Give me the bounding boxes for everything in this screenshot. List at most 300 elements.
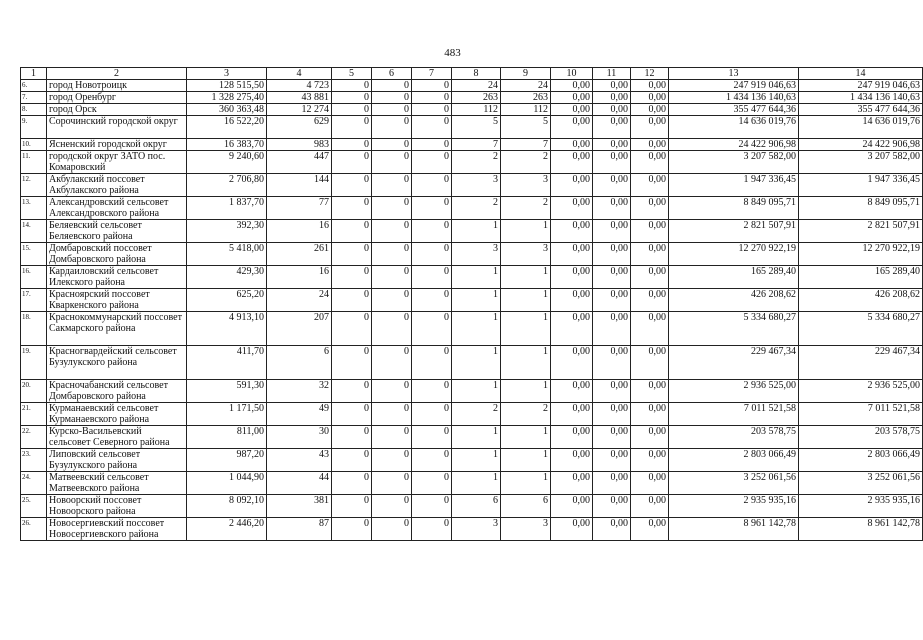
value-cell: 0,00	[593, 243, 631, 266]
value-cell: 1	[452, 472, 501, 495]
value-cell: 0,00	[551, 116, 593, 139]
value-cell: 1 328 275,40	[187, 92, 267, 104]
value-cell: 0,00	[593, 139, 631, 151]
value-cell: 12 270 922,19	[799, 243, 923, 266]
value-cell: 1	[452, 449, 501, 472]
value-cell: 1	[452, 266, 501, 289]
value-cell: 0,00	[551, 495, 593, 518]
row-number-cell: 9.	[21, 116, 47, 139]
value-cell: 12 274	[267, 104, 332, 116]
row-number-cell: 21.	[21, 403, 47, 426]
row-name-cell: городской округ ЗАТО пос. Комаровский	[47, 151, 187, 174]
row-name-cell: Домбаровский поссовет Домбаровского района	[47, 243, 187, 266]
value-cell: 447	[267, 151, 332, 174]
value-cell: 0	[372, 174, 412, 197]
value-cell: 4 723	[267, 80, 332, 92]
value-cell: 16	[267, 266, 332, 289]
value-cell: 0	[332, 495, 372, 518]
value-cell: 8 961 142,78	[799, 518, 923, 541]
value-cell: 43 881	[267, 92, 332, 104]
value-cell: 355 477 644,36	[669, 104, 799, 116]
value-cell: 0	[332, 243, 372, 266]
value-cell: 1	[501, 220, 551, 243]
table-row	[21, 346, 923, 380]
value-cell: 0,00	[631, 80, 669, 92]
value-cell: 263	[501, 92, 551, 104]
value-cell: 0	[372, 80, 412, 92]
value-cell: 0	[372, 151, 412, 174]
value-cell: 0	[412, 346, 452, 380]
value-cell: 49	[267, 403, 332, 426]
table-row	[21, 151, 923, 174]
value-cell: 0	[372, 220, 412, 243]
value-cell: 392,30	[187, 220, 267, 243]
value-cell: 0	[332, 220, 372, 243]
value-cell: 426 208,62	[669, 289, 799, 312]
value-cell: 0,00	[631, 92, 669, 104]
value-cell: 429,30	[187, 266, 267, 289]
value-cell: 16	[267, 220, 332, 243]
column-header: 10	[551, 68, 593, 80]
value-cell: 811,00	[187, 426, 267, 449]
value-cell: 2	[501, 151, 551, 174]
value-cell: 0	[332, 518, 372, 541]
value-cell: 0,00	[631, 243, 669, 266]
value-cell: 263	[452, 92, 501, 104]
value-cell: 0	[332, 116, 372, 139]
value-cell: 0	[412, 116, 452, 139]
value-cell: 0	[412, 495, 452, 518]
value-cell: 2 803 066,49	[799, 449, 923, 472]
value-cell: 0,00	[551, 220, 593, 243]
value-cell: 0	[412, 220, 452, 243]
table-row	[21, 266, 923, 289]
row-number-cell: 12.	[21, 174, 47, 197]
value-cell: 5 334 680,27	[799, 312, 923, 346]
value-cell: 1 434 136 140,63	[669, 92, 799, 104]
value-cell: 24	[452, 80, 501, 92]
row-name-cell: Беляевский сельсовет Беляевского района	[47, 220, 187, 243]
table-row	[21, 380, 923, 403]
column-header: 9	[501, 68, 551, 80]
row-number-cell: 16.	[21, 266, 47, 289]
value-cell: 0,00	[631, 289, 669, 312]
value-cell: 24	[501, 80, 551, 92]
value-cell: 3 207 582,00	[799, 151, 923, 174]
value-cell: 3	[501, 243, 551, 266]
table-row	[21, 116, 923, 139]
value-cell: 3	[452, 243, 501, 266]
value-cell: 32	[267, 380, 332, 403]
value-cell: 2 935 935,16	[669, 495, 799, 518]
value-cell: 1	[452, 220, 501, 243]
value-cell: 3	[452, 518, 501, 541]
value-cell: 0,00	[631, 426, 669, 449]
table-row	[21, 472, 923, 495]
row-name-cell: Краснокоммунарский поссовет Сакмарского района	[47, 312, 187, 346]
value-cell: 0,00	[631, 472, 669, 495]
table-row	[21, 139, 923, 151]
value-cell: 987,20	[187, 449, 267, 472]
value-cell: 165 289,40	[669, 266, 799, 289]
column-header: 5	[332, 68, 372, 80]
value-cell: 2 803 066,49	[669, 449, 799, 472]
value-cell: 1	[452, 346, 501, 380]
value-cell: 203 578,75	[669, 426, 799, 449]
value-cell: 0,00	[551, 449, 593, 472]
value-cell: 1 947 336,45	[669, 174, 799, 197]
table-row	[21, 174, 923, 197]
value-cell: 0,00	[631, 139, 669, 151]
table-row	[21, 92, 923, 104]
value-cell: 16 522,20	[187, 116, 267, 139]
value-cell: 0,00	[593, 220, 631, 243]
value-cell: 7 011 521,58	[669, 403, 799, 426]
row-name-cell: Новоорский поссовет Новоорского района	[47, 495, 187, 518]
value-cell: 144	[267, 174, 332, 197]
table-row	[21, 312, 923, 346]
value-cell: 3	[501, 518, 551, 541]
value-cell: 3	[501, 174, 551, 197]
value-cell: 30	[267, 426, 332, 449]
value-cell: 2 821 507,91	[799, 220, 923, 243]
value-cell: 0	[412, 197, 452, 220]
value-cell: 0	[332, 312, 372, 346]
value-cell: 0	[412, 151, 452, 174]
value-cell: 7 011 521,58	[799, 403, 923, 426]
column-header: 1	[21, 68, 47, 80]
column-header: 6	[372, 68, 412, 80]
value-cell: 381	[267, 495, 332, 518]
value-cell: 0	[332, 472, 372, 495]
value-cell: 0,00	[593, 174, 631, 197]
value-cell: 0,00	[593, 346, 631, 380]
row-number-cell: 7.	[21, 92, 47, 104]
value-cell: 8 961 142,78	[669, 518, 799, 541]
table-row	[21, 495, 923, 518]
value-cell: 1	[501, 346, 551, 380]
value-cell: 2	[452, 403, 501, 426]
column-header: 11	[593, 68, 631, 80]
value-cell: 0,00	[593, 472, 631, 495]
value-cell: 0	[332, 289, 372, 312]
value-cell: 229 467,34	[799, 346, 923, 380]
value-cell: 0,00	[631, 380, 669, 403]
value-cell: 0	[412, 449, 452, 472]
row-name-cell: Красночабанский сельсовет Домбаровского района	[47, 380, 187, 403]
value-cell: 0	[372, 426, 412, 449]
row-number-cell: 20.	[21, 380, 47, 403]
value-cell: 1	[501, 472, 551, 495]
value-cell: 0,00	[551, 289, 593, 312]
value-cell: 0,00	[551, 104, 593, 116]
table-row	[21, 426, 923, 449]
value-cell: 0,00	[551, 243, 593, 266]
row-number-cell: 6.	[21, 80, 47, 92]
value-cell: 0	[372, 104, 412, 116]
value-cell: 1 837,70	[187, 197, 267, 220]
value-cell: 0,00	[593, 266, 631, 289]
value-cell: 0,00	[551, 346, 593, 380]
row-number-cell: 11.	[21, 151, 47, 174]
value-cell: 0,00	[551, 266, 593, 289]
value-cell: 1	[452, 312, 501, 346]
value-cell: 0,00	[593, 116, 631, 139]
table-row	[21, 518, 923, 541]
value-cell: 0,00	[551, 403, 593, 426]
row-name-cell: Липовский сельсовет Бузулукского района	[47, 449, 187, 472]
value-cell: 0	[332, 80, 372, 92]
data-table	[20, 67, 923, 541]
value-cell: 0	[372, 243, 412, 266]
value-cell: 112	[452, 104, 501, 116]
value-cell: 1 947 336,45	[799, 174, 923, 197]
value-cell: 0	[412, 472, 452, 495]
value-cell: 2	[452, 197, 501, 220]
value-cell: 2 821 507,91	[669, 220, 799, 243]
value-cell: 0	[412, 174, 452, 197]
value-cell: 0,00	[631, 174, 669, 197]
value-cell: 411,70	[187, 346, 267, 380]
value-cell: 0	[332, 104, 372, 116]
value-cell: 5 334 680,27	[669, 312, 799, 346]
column-header: 14	[799, 68, 923, 80]
value-cell: 0	[332, 266, 372, 289]
column-header: 3	[187, 68, 267, 80]
value-cell: 0	[372, 518, 412, 541]
column-header: 2	[47, 68, 187, 80]
row-name-cell: Ясненский городской округ	[47, 139, 187, 151]
value-cell: 24	[267, 289, 332, 312]
table-row	[21, 220, 923, 243]
value-cell: 1 171,50	[187, 403, 267, 426]
value-cell: 24 422 906,98	[799, 139, 923, 151]
value-cell: 247 919 046,63	[669, 80, 799, 92]
column-header: 12	[631, 68, 669, 80]
value-cell: 3 252 061,56	[669, 472, 799, 495]
row-name-cell: Кардаиловский сельсовет Илекского района	[47, 266, 187, 289]
row-number-cell: 25.	[21, 495, 47, 518]
value-cell: 0,00	[551, 174, 593, 197]
value-cell: 4 913,10	[187, 312, 267, 346]
table-row	[21, 197, 923, 220]
value-cell: 0,00	[631, 151, 669, 174]
row-number-cell: 15.	[21, 243, 47, 266]
value-cell: 0	[372, 472, 412, 495]
value-cell: 87	[267, 518, 332, 541]
value-cell: 112	[501, 104, 551, 116]
value-cell: 8 849 095,71	[799, 197, 923, 220]
value-cell: 3 207 582,00	[669, 151, 799, 174]
value-cell: 0	[372, 116, 412, 139]
value-cell: 7	[452, 139, 501, 151]
value-cell: 0,00	[551, 139, 593, 151]
value-cell: 2 935 935,16	[799, 495, 923, 518]
value-cell: 0,00	[593, 197, 631, 220]
value-cell: 0,00	[593, 495, 631, 518]
value-cell: 229 467,34	[669, 346, 799, 380]
value-cell: 0	[372, 380, 412, 403]
value-cell: 8 092,10	[187, 495, 267, 518]
value-cell: 0	[412, 243, 452, 266]
value-cell: 0	[372, 449, 412, 472]
value-cell: 3	[452, 174, 501, 197]
value-cell: 0,00	[593, 80, 631, 92]
value-cell: 0,00	[593, 104, 631, 116]
row-number-cell: 10.	[21, 139, 47, 151]
value-cell: 165 289,40	[799, 266, 923, 289]
row-name-cell: Красногвардейский сельсовет Бузулукского района	[47, 346, 187, 380]
value-cell: 0	[412, 80, 452, 92]
header-row	[21, 68, 923, 80]
value-cell: 0,00	[551, 312, 593, 346]
row-number-cell: 14.	[21, 220, 47, 243]
value-cell: 0,00	[551, 472, 593, 495]
row-name-cell: Курманаевский сельсовет Курманаевского района	[47, 403, 187, 426]
value-cell: 591,30	[187, 380, 267, 403]
value-cell: 2 936 525,00	[669, 380, 799, 403]
value-cell: 1	[501, 449, 551, 472]
value-cell: 0,00	[631, 220, 669, 243]
value-cell: 0	[412, 289, 452, 312]
value-cell: 1	[452, 289, 501, 312]
row-number-cell: 13.	[21, 197, 47, 220]
value-cell: 1 044,90	[187, 472, 267, 495]
column-header: 8	[452, 68, 501, 80]
value-cell: 0,00	[593, 151, 631, 174]
value-cell: 43	[267, 449, 332, 472]
value-cell: 1	[501, 266, 551, 289]
value-cell: 0	[412, 518, 452, 541]
row-name-cell: Акбулакский поссовет Акбулакского района	[47, 174, 187, 197]
value-cell: 0	[332, 426, 372, 449]
value-cell: 247 919 046,63	[799, 80, 923, 92]
row-name-cell: Матвеевский сельсовет Матвеевского района	[47, 472, 187, 495]
value-cell: 7	[501, 139, 551, 151]
value-cell: 1	[501, 312, 551, 346]
value-cell: 0,00	[593, 92, 631, 104]
row-name-cell: город Новотроицк	[47, 80, 187, 92]
value-cell: 0	[332, 151, 372, 174]
value-cell: 0,00	[551, 80, 593, 92]
value-cell: 0	[372, 346, 412, 380]
value-cell: 0	[372, 92, 412, 104]
value-cell: 14 636 019,76	[669, 116, 799, 139]
value-cell: 128 515,50	[187, 80, 267, 92]
value-cell: 6	[267, 346, 332, 380]
row-name-cell: Курско-Васильевский сельсовет Северного района	[47, 426, 187, 449]
value-cell: 0	[332, 380, 372, 403]
row-number-cell: 17.	[21, 289, 47, 312]
table-row	[21, 403, 923, 426]
value-cell: 2	[452, 151, 501, 174]
table-row	[21, 80, 923, 92]
value-cell: 0,00	[631, 312, 669, 346]
value-cell: 0	[372, 312, 412, 346]
value-cell: 0	[372, 495, 412, 518]
value-cell: 0,00	[593, 426, 631, 449]
value-cell: 12 270 922,19	[669, 243, 799, 266]
row-number-cell: 22.	[21, 426, 47, 449]
value-cell: 0	[412, 92, 452, 104]
value-cell: 0	[332, 92, 372, 104]
table-row	[21, 449, 923, 472]
value-cell: 0	[332, 197, 372, 220]
value-cell: 1 434 136 140,63	[799, 92, 923, 104]
value-cell: 0	[332, 174, 372, 197]
value-cell: 0	[412, 380, 452, 403]
value-cell: 0,00	[551, 518, 593, 541]
value-cell: 14 636 019,76	[799, 116, 923, 139]
row-number-cell: 8.	[21, 104, 47, 116]
value-cell: 0	[412, 426, 452, 449]
value-cell: 0,00	[631, 266, 669, 289]
value-cell: 0,00	[551, 197, 593, 220]
row-number-cell: 24.	[21, 472, 47, 495]
value-cell: 0	[372, 289, 412, 312]
row-name-cell: Новосергиевский поссовет Новосергиевского района	[47, 518, 187, 541]
value-cell: 0	[412, 266, 452, 289]
table-row	[21, 289, 923, 312]
value-cell: 629	[267, 116, 332, 139]
value-cell: 983	[267, 139, 332, 151]
value-cell: 0	[412, 312, 452, 346]
value-cell: 0	[412, 104, 452, 116]
column-header: 13	[669, 68, 799, 80]
row-name-cell: Сорочинский городской округ	[47, 116, 187, 139]
value-cell: 2 936 525,00	[799, 380, 923, 403]
value-cell: 0	[372, 403, 412, 426]
value-cell: 207	[267, 312, 332, 346]
value-cell: 1	[501, 380, 551, 403]
value-cell: 0	[332, 346, 372, 380]
value-cell: 0	[332, 449, 372, 472]
row-number-cell: 19.	[21, 346, 47, 380]
value-cell: 0,00	[551, 151, 593, 174]
column-header: 7	[412, 68, 452, 80]
value-cell: 0,00	[631, 197, 669, 220]
value-cell: 0,00	[593, 312, 631, 346]
value-cell: 0,00	[551, 92, 593, 104]
value-cell: 5	[501, 116, 551, 139]
value-cell: 0,00	[631, 449, 669, 472]
value-cell: 1	[501, 289, 551, 312]
value-cell: 77	[267, 197, 332, 220]
value-cell: 0	[412, 139, 452, 151]
row-name-cell: город Орск	[47, 104, 187, 116]
value-cell: 0,00	[631, 518, 669, 541]
value-cell: 44	[267, 472, 332, 495]
value-cell: 0	[412, 403, 452, 426]
value-cell: 0	[372, 266, 412, 289]
value-cell: 0,00	[551, 426, 593, 449]
row-number-cell: 23.	[21, 449, 47, 472]
value-cell: 6	[452, 495, 501, 518]
value-cell: 1	[501, 426, 551, 449]
value-cell: 625,20	[187, 289, 267, 312]
value-cell: 16 383,70	[187, 139, 267, 151]
value-cell: 0	[332, 139, 372, 151]
value-cell: 2 446,20	[187, 518, 267, 541]
value-cell: 0	[372, 139, 412, 151]
value-cell: 360 363,48	[187, 104, 267, 116]
value-cell: 1	[452, 426, 501, 449]
table-row	[21, 104, 923, 116]
row-name-cell: Александровский сельсовет Александровского района	[47, 197, 187, 220]
value-cell: 0,00	[631, 116, 669, 139]
value-cell: 6	[501, 495, 551, 518]
value-cell: 8 849 095,71	[669, 197, 799, 220]
